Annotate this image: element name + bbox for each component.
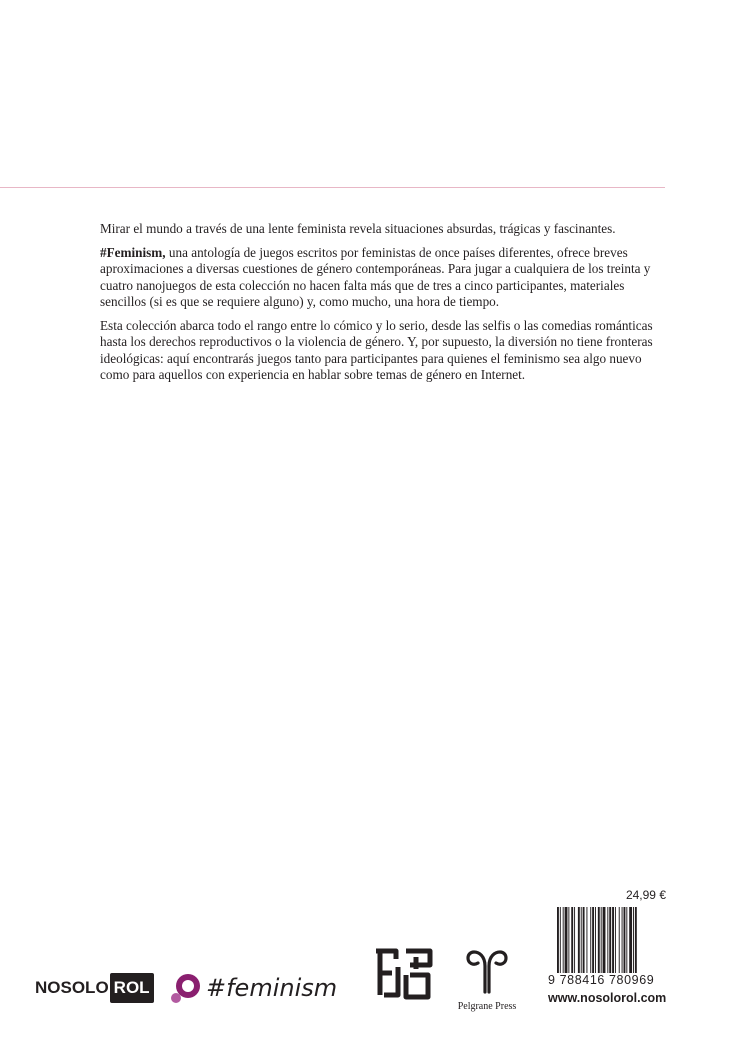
barcode-bar [557, 907, 559, 973]
barcode-bar [622, 907, 623, 973]
pelgrane-bird-icon [465, 948, 509, 994]
venus-symbol-icon [168, 971, 202, 1005]
pelgrane-press-name: Pelgrane Press [457, 1001, 517, 1012]
fei-glyph-icon [370, 945, 438, 1003]
nosolorol-logo-text: NOSOLO [35, 978, 109, 997]
barcode-bar [633, 907, 634, 973]
feminism-title: #Feminism, [100, 244, 166, 260]
barcode-bar [635, 907, 637, 973]
barcode-bar [629, 907, 632, 973]
barcode-bar [583, 907, 585, 973]
barcode-bar [607, 907, 608, 973]
barcode-bar [615, 907, 616, 973]
blurb-paragraph-2 [100, 245, 660, 311]
barcode-bar [563, 907, 564, 973]
barcode-bar [619, 907, 620, 973]
fei-logo [370, 945, 438, 1008]
barcode-bar [590, 907, 591, 973]
back-cover-blurb [100, 221, 660, 391]
nosolorol-logo [35, 968, 154, 1008]
isbn-number: 9 788416 780969 [548, 973, 655, 987]
pink-divider-line [0, 187, 665, 188]
barcode-bar [586, 907, 587, 973]
price-label: 24,99 € [625, 888, 666, 902]
barcode-bar [598, 907, 600, 973]
feminism-logo-text: #feminism [206, 974, 338, 1002]
barcode-bar [571, 907, 573, 973]
barcode-bar [595, 907, 596, 973]
barcode-bar [581, 907, 582, 973]
barcode-bar [578, 907, 580, 973]
pelgrane-press-logo [452, 948, 522, 1012]
barcode-bar [568, 907, 569, 973]
barcode-bar [603, 907, 606, 973]
isbn-barcode [557, 907, 665, 973]
barcode-bar [624, 907, 626, 973]
blurb-paragraph-1: Mirar el mundo a través de una lente feminista revela situaciones absurdas, trágicas y fascinantes. [100, 221, 616, 236]
barcode-bar [592, 907, 594, 973]
publisher-website: www.nosolorol.com [548, 991, 667, 1005]
barcode-bar [560, 907, 561, 973]
barcode-bar [626, 907, 627, 973]
feminism-logo [168, 964, 337, 1012]
barcode-bar [574, 907, 575, 973]
barcode-bar [601, 907, 602, 973]
barcode-bar [612, 907, 614, 973]
barcode-bar [609, 907, 611, 973]
blurb-paragraph-3: Esta colección abarca todo el rango entre lo cómico y lo serio, desde las selfis o las comedias románticas hasta los derechos reproductivos o la violencia de género. Y, por supuesto, la diversión no tiene fronteras ideológicas: aquí encontrarás juegos tanto para participantes para quienes el feminismo sea algo nuevo como para aquellos con experiencia en hablar sobre temas de género en Internet. [100, 317, 653, 382]
nosolorol-rol-box: ROL [110, 973, 154, 1003]
barcode-bar [565, 907, 568, 973]
blurb-paragraph-2-text: una antología de juegos escritos por feministas de once países diferentes, ofrece breves aproximaciones a diversas cuestiones de género contemporáneas. Para jugar a cualquiera de los treinta y cuatro nanojuegos de esta colección no hacen falta más que de tres a cinco participantes, materiales sencillos (si es que se requiere alguno) y, como mucho, una hora de tiempo. [100, 244, 651, 309]
